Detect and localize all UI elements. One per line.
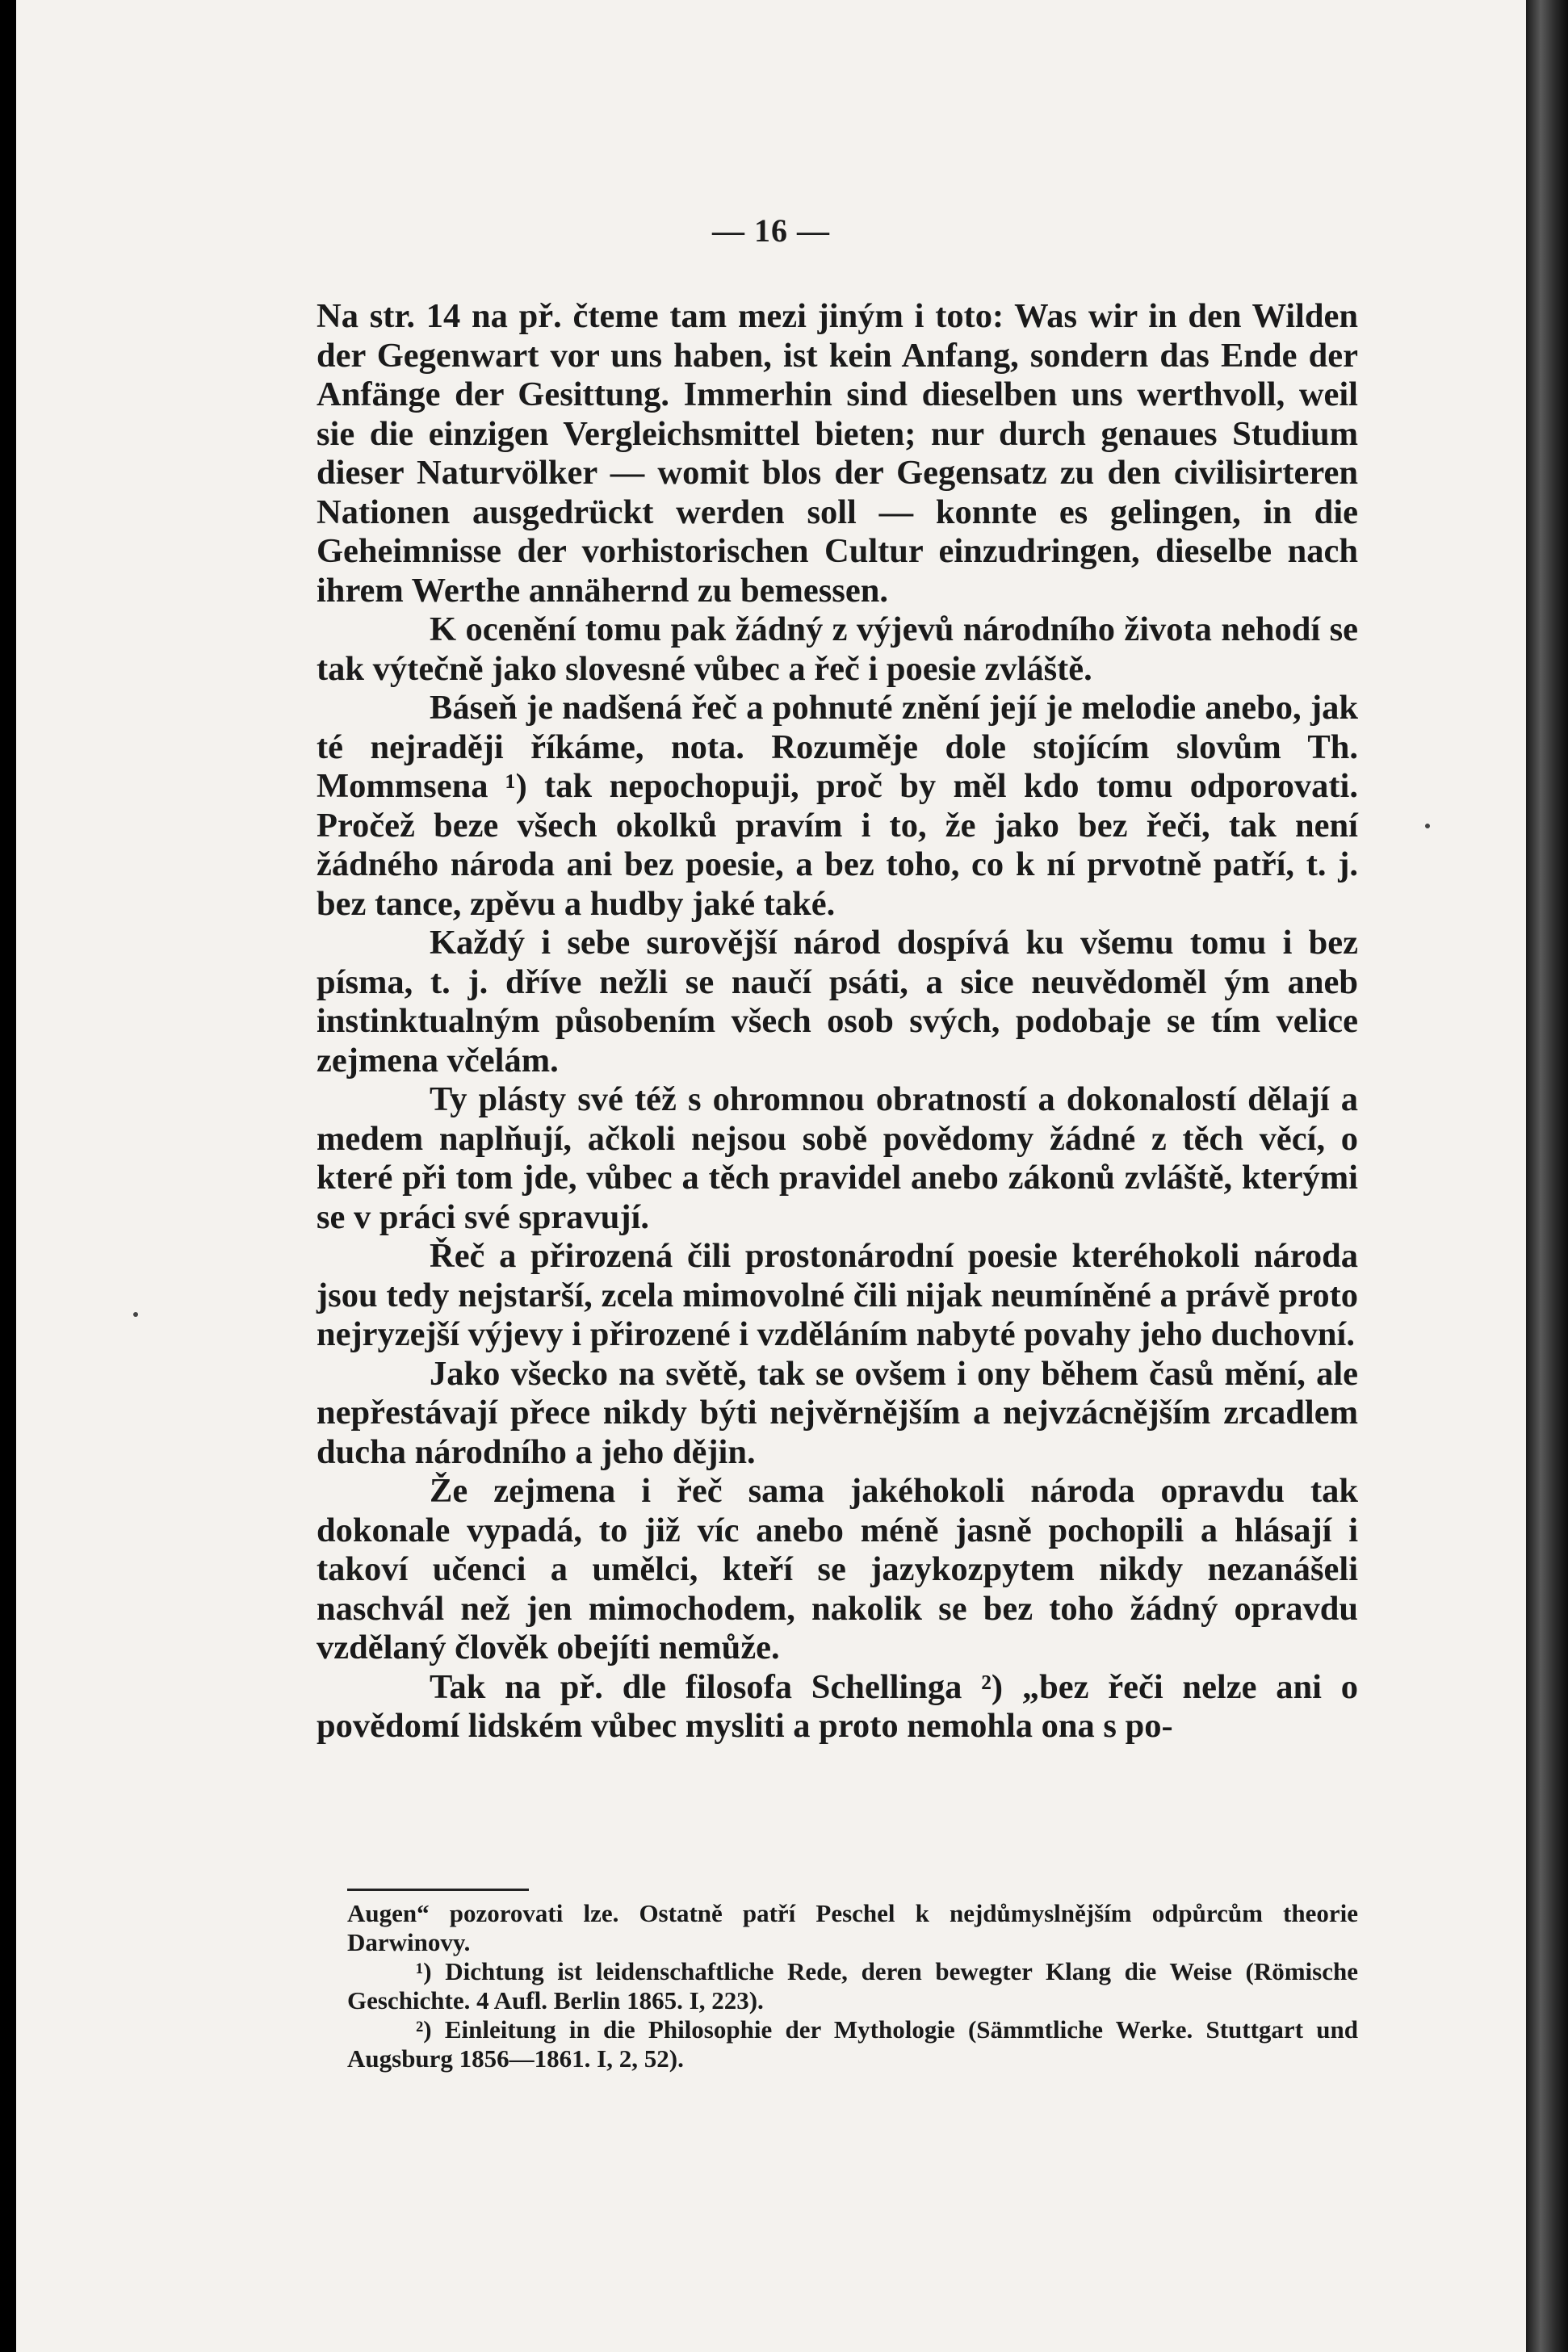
paragraph: K ocenění tomu pak žádný z výjevů národního života nehodí se tak výtečně jako slovesné vůbec a řeč i poesie zvláště. <box>317 610 1358 688</box>
paragraph: Řeč a přirozená čili prostonárodní poesie kteréhokoli národa jsou tedy nejstarší, zcela mimovolné čili nijak neumíněné a právě proto nejryzejší výjevy i přirozené i vzděláním nabyté povahy jeho duchovní. <box>317 1237 1358 1353</box>
book-spine-edge <box>1526 0 1568 2352</box>
speck <box>133 1312 138 1317</box>
book-page <box>16 0 1526 2352</box>
paragraph: Každý i sebe surovější národ dospívá ku všemu tomu i bez písma, t. j. dříve nežli se naučí psáti, a sice neuvědoměl ým aneb instinktualným působením všech osob svých, podobaje se tím velice zejmena včelám. <box>317 924 1358 1080</box>
footnote-2: ²) Einleitung in die Philosophie der Mythologie (Sämmtliche Werke. Stuttgart und Augsburg 1856—1861. I, 2, 52). <box>347 2015 1358 2073</box>
page-number: — 16 — <box>712 212 830 249</box>
paragraph: Na str. 14 na př. čteme tam mezi jiným i toto: Was wir in den Wilden der Gegenwart vor uns haben, ist kein Anfang, sondern das Ende der Anfänge der Gesittung. Immerhin sind dieselben uns werthvoll, weil sie die einzigen Vergleichsmittel bieten; nur durch genaues Studium dieser Naturvölker — womit blos der Gegensatz zu den civilisirteren Nationen ausgedrückt werden soll — konnte es gelingen, in die Geheimnisse der vorhistorischen Cultur einzudringen, dieselbe nach ihrem Werthe annähernd zu bemessen. <box>317 297 1358 610</box>
footnote-1: ¹) Dichtung ist leidenschaftliche Rede, deren bewegter Klang die Weise (Römische Geschichte. 4 Aufl. Berlin 1865. I, 223). <box>347 1957 1358 2015</box>
paragraph: Ty plásty své též s ohromnou obratností a dokonalostí dělají a medem naplňují, ačkoli nejsou sobě povědomy žádné z těch věcí, o které při tom jde, vůbec a těch pravidel anebo zákonů zvláště, kterými se v práci své spravují. <box>317 1080 1358 1236</box>
speck <box>1425 824 1430 828</box>
main-text <box>317 297 1358 1746</box>
paragraph: Jako všecko na světě, tak se ovšem i ony během časů mění, ale nepřestávají přece nikdy býti nejvěrnějším a nejvzácnějším zrcadlem ducha národního a jeho dějin. <box>317 1354 1358 1471</box>
paragraph: Tak na př. dle filosofa Schellinga ²) „bez řeči nelze ani o povědomí lidském vůbec mysliti a proto nemohla ona s po- <box>317 1667 1358 1745</box>
footnote-continuation: Augen“ pozorovati lze. Ostatně patří Peschel k nejdůmyslnějším odpůrcům theorie Darwinovy. <box>347 1899 1358 1956</box>
footnotes <box>347 1899 1358 2073</box>
paragraph: Báseň je nadšená řeč a pohnuté znění její je melodie anebo, jak té nejraději říkáme, nota. Rozuměje dole stojícím slovům Th. Mommsena ¹) tak nepochopuji, proč by měl kdo tomu odporovati. Pročež beze všech okolků pravím i to, že jako bez řeči, tak není žádného národa ani bez poesie, a bez toho, co k ní prvotně patří, t. j. bez tance, zpěvu a hudby jaké také. <box>317 689 1358 923</box>
paragraph: Že zejmena i řeč sama jakéhokoli národa opravdu tak dokonale vypadá, to již víc anebo méně jasně pochopili a hlásají i takoví učenci a umělci, kteří se jazykozpytem nikdy nezanášeli naschvál než jen mimochodem, nakolik se bez toho žádný opravdu vzdělaný člověk obejíti nemůže. <box>317 1472 1358 1667</box>
footnote-divider <box>347 1889 529 1891</box>
